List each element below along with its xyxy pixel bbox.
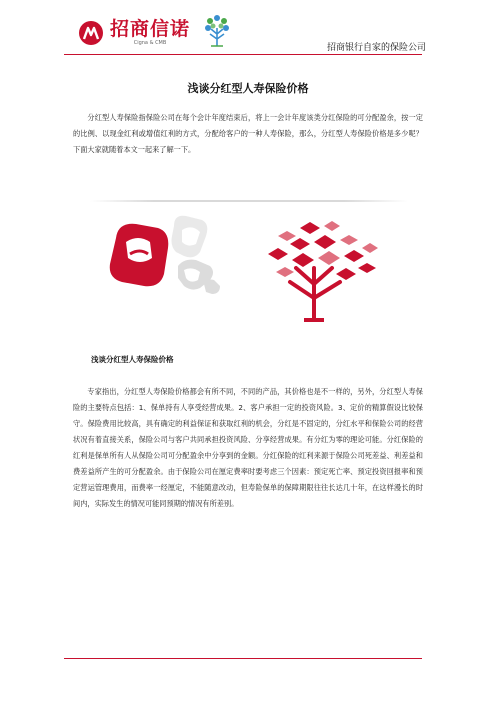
company-tagline: 招商银行自家的保险公司 xyxy=(326,43,426,53)
cmb-logo xyxy=(78,18,190,47)
logo-subtitle: Cigna & CMB xyxy=(133,40,167,46)
header-divider xyxy=(64,54,422,55)
logo-title: 招商信诺 xyxy=(110,18,191,40)
cmb-logo-icon xyxy=(78,20,104,46)
intro-paragraph: 分红型人寿保险指保险公司在每个会计年度结束后，将上一会计年度该类分红保险的可分配盈余，按一定的比例、以现金红利或增值红利的方式，分配给客户的一种人寿保险，那么，分红型人寿保险价格是多少呢？下面大家就随着本文一起来了解一下。 xyxy=(73,113,423,154)
body-paragraph: 专家指出，分红型人寿保险价格都会有所不同，不同的产品，其价格也是不一样的，另外，分红型人寿保险的主要特点包括：1、保单持有人享受经营成果。2、客户承担一定的投资风险。3、定价的精算假设比较保守。保险费用比较高，具有确定的利益保证和获取红利的机会，分红是不固定的，分红水平和保险公司的经营状况有着直接关系，保险公司与客户共同承担投资风险、分享经营成果。有分红为零的理论可能。分红保险的红利是保单所有人从保险公司可分配盈余中分享到的金额。分红保险的红利来源于保险公司死差益、利差益和费差益所产生的可分配盈余。由于保险公司在厘定费率时要考虑三个因素：预定死亡率、预定投资回报率和预定营运管理费用，而费率一经厘定，不能随意改动，但寿险保单的保障期限往往长达几十年，在这样漫长的时间内，实际发生的情况可能同预期的情况有所差别。 xyxy=(73,387,423,508)
section-divider xyxy=(90,200,408,202)
cigna-tree-icon xyxy=(202,14,232,48)
article-title: 浅谈分红型人寿保险价格 xyxy=(187,82,309,95)
page-header xyxy=(0,0,496,62)
section-heading: 浅谈分红型人寿保险价格 xyxy=(91,355,174,364)
footer-divider xyxy=(64,658,422,659)
finance-coins-illustration xyxy=(100,208,400,328)
